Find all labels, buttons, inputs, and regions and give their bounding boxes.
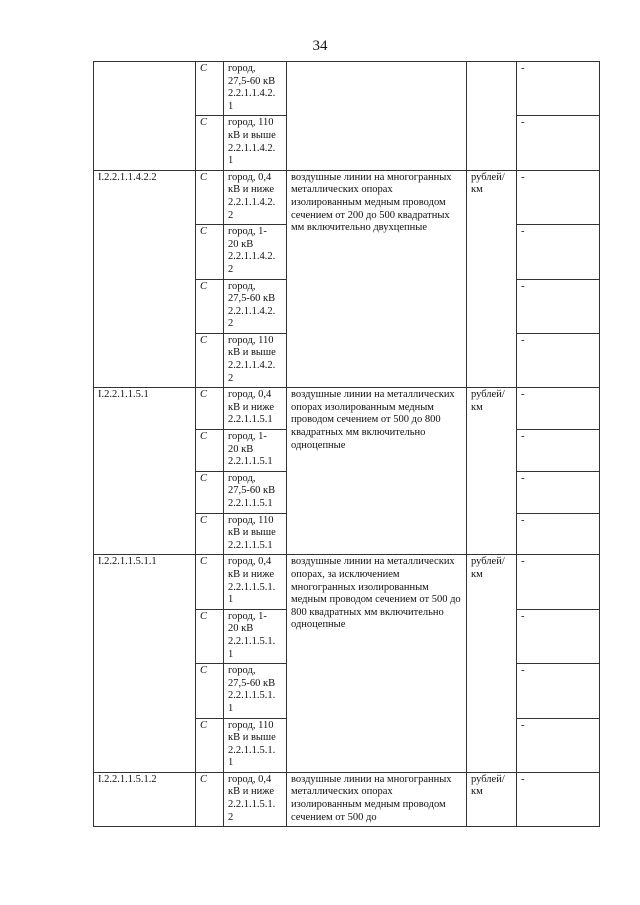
location-line: 2.2.1.1.5.1.: [228, 581, 276, 593]
location-line: кВ и ниже: [228, 184, 274, 196]
location-line: 27,5-60 кВ: [228, 485, 276, 497]
location-cell: [224, 170, 287, 224]
unit-cell: рублей/ км: [467, 555, 517, 773]
location-line: город, 0,4: [228, 556, 272, 568]
category-cell: С: [196, 555, 224, 609]
category-cell: С: [196, 718, 224, 772]
location-cell: [224, 62, 287, 116]
location-cell: [224, 388, 287, 430]
location-cell: [224, 609, 287, 663]
location-line: 2.2.1.1.5.1: [228, 539, 273, 551]
value-cell: -: [517, 471, 600, 513]
location-line: 20 кВ: [228, 623, 254, 635]
location-cell: [224, 513, 287, 555]
value-cell: -: [517, 170, 600, 224]
location-line: город, 1-: [228, 226, 267, 238]
category-cell: С: [196, 513, 224, 555]
table-row: [94, 772, 600, 826]
location-line: город, 110: [228, 334, 274, 346]
category-cell: С: [196, 62, 224, 116]
location-line: 2: [228, 209, 234, 221]
category-cell: С: [196, 333, 224, 387]
location-line: 2.2.1.1.4.2.: [228, 360, 276, 372]
value-cell: -: [517, 718, 600, 772]
unit-cell: рублей/ км: [467, 388, 517, 555]
value-cell: -: [517, 664, 600, 718]
location-line: 1: [228, 648, 234, 660]
category-cell: С: [196, 430, 224, 472]
category-cell: С: [196, 170, 224, 224]
description-cell: [287, 62, 467, 171]
location-cell: [224, 772, 287, 826]
item-code: I.2.2.1.1.5.1.1: [94, 555, 196, 773]
value-cell: -: [517, 333, 600, 387]
location-cell: [224, 225, 287, 279]
location-line: 2.2.1.1.5.1: [228, 414, 273, 426]
location-line: 2.2.1.1.5.1.: [228, 799, 276, 811]
location-line: 2.2.1.1.4.2.: [228, 251, 276, 263]
location-line: кВ и ниже: [228, 401, 274, 413]
category-cell: С: [196, 664, 224, 718]
location-line: 1: [228, 100, 234, 112]
location-line: 1: [228, 702, 234, 714]
location-line: 2.2.1.1.5.1: [228, 498, 273, 509]
table-row: [94, 555, 600, 609]
value-cell: -: [517, 513, 600, 555]
location-line: город, 110: [228, 117, 274, 129]
location-line: кВ и ниже: [228, 786, 274, 798]
location-line: город, 1-: [228, 431, 267, 443]
table-row: [94, 170, 600, 224]
value-cell: -: [517, 62, 600, 116]
location-line: город, 0,4: [228, 171, 272, 183]
location-line: 2.2.1.1.4.2.: [228, 142, 276, 154]
item-code: I.2.2.1.1.5.1: [94, 388, 196, 555]
location-cell: [224, 471, 287, 513]
location-line: 2.2.1.1.4.2.: [228, 196, 276, 208]
category-cell: С: [196, 225, 224, 279]
location-line: 2.2.1.1.5.1.: [228, 744, 276, 756]
item-code: [94, 62, 196, 171]
value-cell: -: [517, 555, 600, 609]
item-code: I.2.2.1.1.4.2.2: [94, 170, 196, 388]
location-line: 2: [228, 318, 234, 330]
unit-cell: рублей/ км: [467, 170, 517, 388]
location-line: 2: [228, 263, 234, 275]
value-cell: -: [517, 225, 600, 279]
description-cell: воздушные линии на многогранных металлических опорах изолированным медным проводом сечением от 500 до: [287, 772, 467, 826]
location-line: 1: [228, 155, 234, 167]
location-line: 2.2.1.1.4.2.: [228, 305, 276, 317]
location-line: кВ и ниже: [228, 568, 274, 580]
description-cell: воздушные линии на многогранных металлических опорах изолированным медным проводом сечением от 200 до 500 квадратных мм включительно двухцепные: [287, 170, 467, 388]
location-line: город, 0,4: [228, 773, 272, 785]
location-line: 1: [228, 594, 234, 606]
location-line: кВ и выше: [228, 732, 276, 744]
location-line: 27,5-60 кВ: [228, 677, 276, 689]
location-line: 27,5-60 кВ: [228, 75, 276, 87]
value-cell: -: [517, 116, 600, 170]
location-line: город,: [228, 280, 256, 292]
location-cell: [224, 279, 287, 333]
location-cell: [224, 430, 287, 472]
location-line: 2.2.1.1.5.1.: [228, 690, 276, 702]
location-line: 2.2.1.1.4.2.: [228, 88, 276, 100]
value-cell: -: [517, 609, 600, 663]
location-cell: [224, 664, 287, 718]
location-line: 20 кВ: [228, 238, 254, 250]
location-line: город, 1-: [228, 610, 267, 622]
location-line: 20 кВ: [228, 443, 254, 455]
location-line: город,: [228, 63, 256, 74]
location-line: 2.2.1.1.5.1: [228, 456, 273, 468]
category-cell: С: [196, 609, 224, 663]
location-line: город, 0,4: [228, 389, 272, 401]
location-cell: [224, 555, 287, 609]
location-line: кВ и выше: [228, 347, 276, 359]
category-cell: С: [196, 471, 224, 513]
location-cell: [224, 718, 287, 772]
category-cell: С: [196, 116, 224, 170]
value-cell: -: [517, 279, 600, 333]
location-line: 2: [228, 372, 234, 384]
unit-cell: [467, 62, 517, 171]
category-cell: С: [196, 388, 224, 430]
location-cell: [224, 116, 287, 170]
location-cell: [224, 333, 287, 387]
description-cell: воздушные линии на металлических опорах изолированным медным проводом сечением от 500 до 800 квадратных мм включительно одноцепные: [287, 388, 467, 555]
location-line: кВ и выше: [228, 527, 276, 539]
location-line: 2: [228, 811, 234, 823]
item-code: I.2.2.1.1.5.1.2: [94, 772, 196, 826]
location-line: город, 110: [228, 719, 274, 731]
value-cell: -: [517, 388, 600, 430]
location-line: кВ и выше: [228, 129, 276, 141]
location-line: город, 110: [228, 514, 274, 526]
location-line: 2.2.1.1.5.1.: [228, 635, 276, 647]
category-cell: С: [196, 772, 224, 826]
unit-cell: рублей/ км: [467, 772, 517, 826]
location-line: 27,5-60 кВ: [228, 293, 276, 305]
table-row: [94, 388, 600, 430]
value-cell: -: [517, 430, 600, 472]
category-cell: С: [196, 279, 224, 333]
location-line: 1: [228, 757, 234, 769]
description-cell: воздушные линии на металлических опорах, за исключением многогранных изолированным медным проводом сечением от 500 до 800 квадратных мм включительно одноцепные: [287, 555, 467, 773]
location-line: город,: [228, 472, 256, 484]
location-line: город,: [228, 665, 256, 677]
page-number: 34: [312, 38, 328, 54]
table-row: [94, 62, 600, 116]
tariff-table: [93, 61, 600, 827]
value-cell: -: [517, 772, 600, 826]
